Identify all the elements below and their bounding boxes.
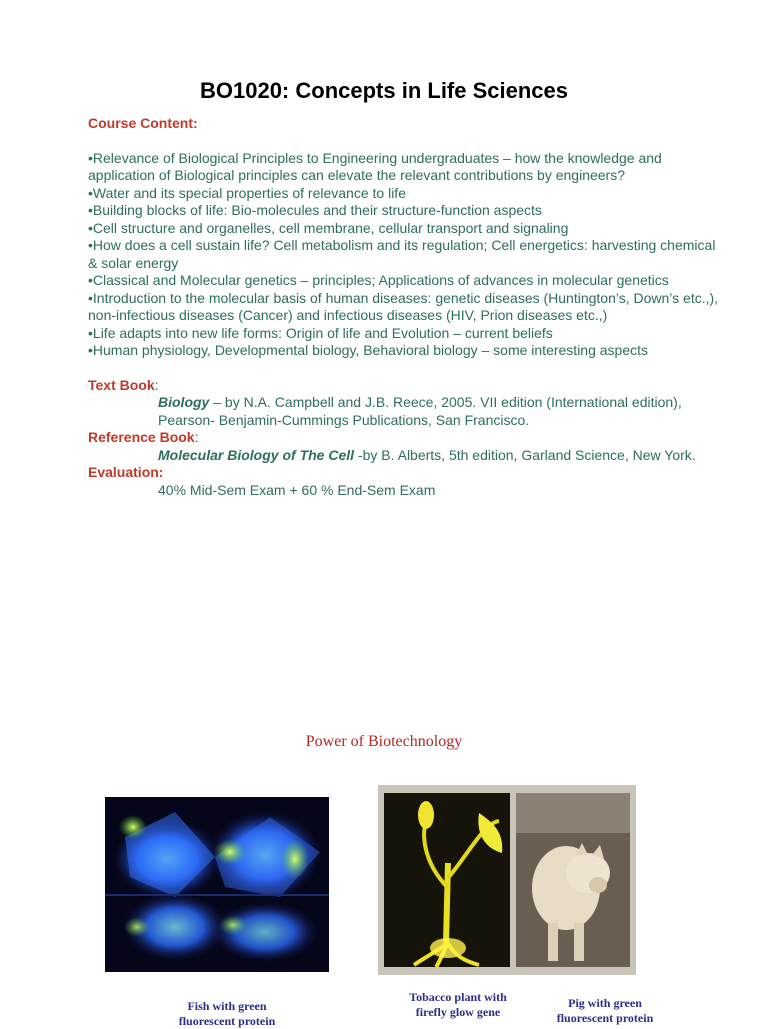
plant-caption: Tobacco plant with firefly glow gene [409,990,507,1019]
page-title: BO1020: Concepts in Life Sciences [199,78,569,103]
bullet-list [88,150,728,360]
list-item: •Life adapts into new life forms: Origin of life and Evolution – current beliefs [88,324,553,341]
list-item: •How does a cell sustain life? Cell metabolism and its regulation; Cell energetics: harvesting chemical & solar energy [88,237,716,271]
fish-photo [105,797,329,972]
pig-photo [516,793,630,967]
reference-label: Reference Book [88,429,195,445]
list-item: •Cell structure and organelles, cell membrane, cellular transport and signaling [88,219,569,236]
tobacco-plant-photo [384,793,510,967]
evaluation-section [88,464,728,499]
evaluation-label: Evaluation: [88,464,164,480]
list-item: •Introduction to the molecular basis of human diseases: genetic diseases (Huntington’s, Down’s etc.,), non-infectious diseases (Cancer) and infectious diseases (HIV, Prion diseases etc.,) [88,289,719,323]
plant-pig-photo-frame [378,785,636,975]
textbook-label: Text Book [88,376,155,393]
reference-section [88,429,728,464]
list-item: •Building blocks of life: Bio-molecules and their structure-function aspects [88,202,542,218]
pig-caption: Pig with green fluorescent protein [556,996,654,1025]
list-item: •Classical and Molecular genetics – principles; Applications of advances in molecular genetics [88,272,669,288]
course-content [88,115,728,499]
textbook-colon: : [154,376,159,393]
evaluation-text: 40% Mid-Sem Exam + 60 % End-Sem Exam [158,481,436,498]
biotech-title: Power of Biotechnology [305,733,463,750]
course-content-heading: Course Content: [88,115,198,131]
textbook-section [88,377,728,430]
textbook-name: Biology [158,394,210,410]
list-item: •Human physiology, Developmental biology, Behavioral biology – some interesting aspects [88,342,649,358]
fish-caption: Fish with green fluorescent protein [178,999,276,1028]
textbook-details: – by N.A. Campbell and J.B. Reece, 2005. VII edition (International edition), Pearson- Benjamin-Cummings Publications, San Francisco. [158,394,682,428]
reference-details: -by B. Alberts, 5th edition, Garland Science, New York. [354,446,696,463]
reference-colon: : [194,429,199,445]
reference-name: Molecular Biology of The Cell [158,446,355,463]
list-item: •Water and its special properties of relevance to life [88,184,406,201]
list-item: •Relevance of Biological Principles to Engineering undergraduates – how the knowledge and application of Biological principles can elevate the relevant contributions by engineers? [88,149,662,183]
